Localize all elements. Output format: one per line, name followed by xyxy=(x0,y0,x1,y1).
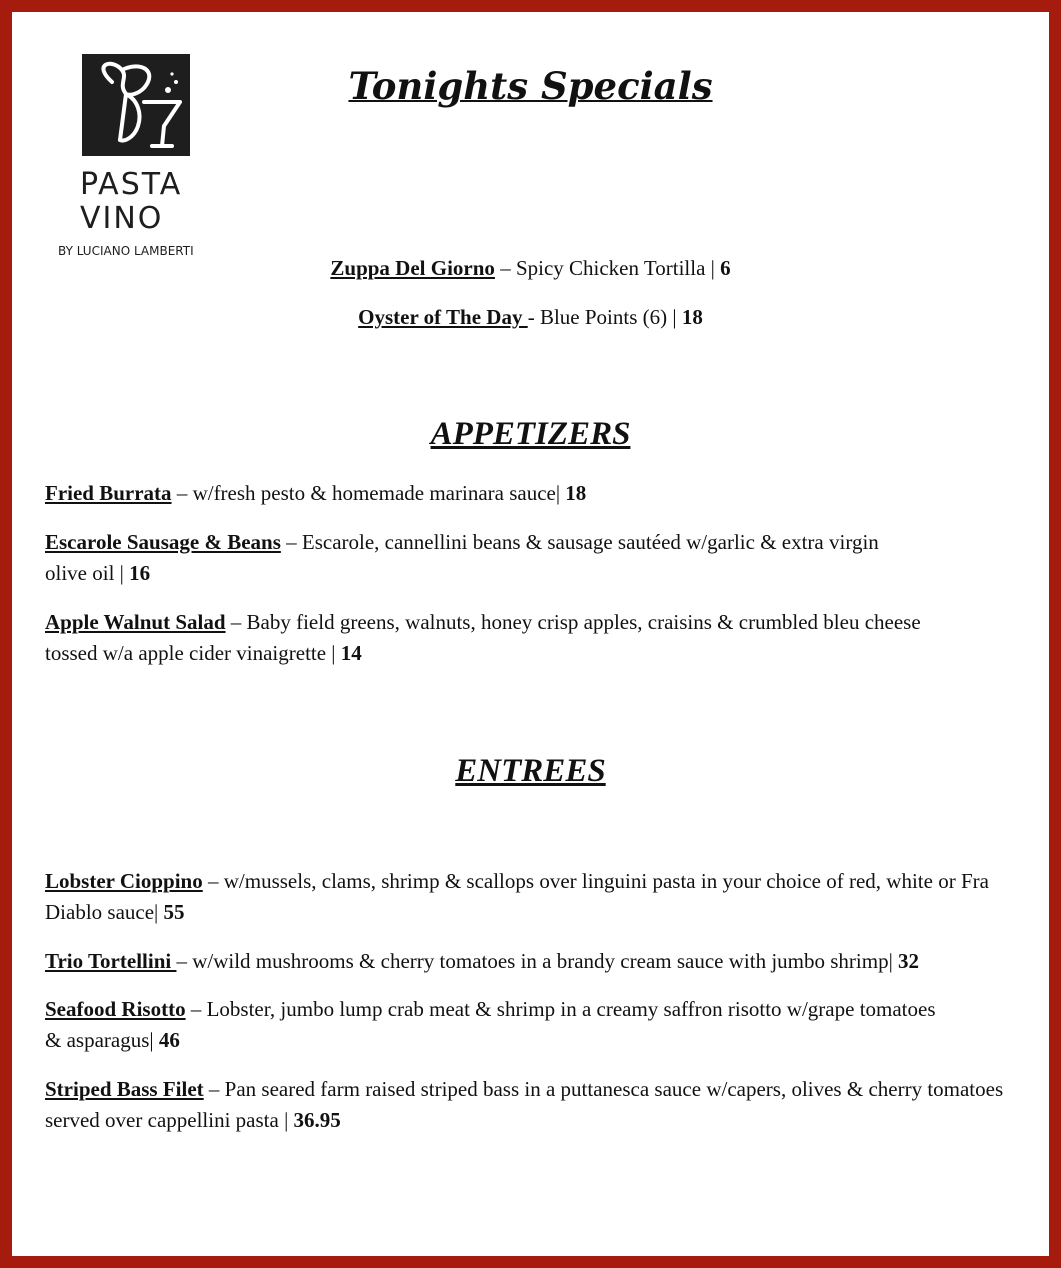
entrees-heading: ENTREES xyxy=(455,753,606,789)
item-desc: – Lobster, jumbo lump crab meat & shrimp in a creamy saffron risotto w/grape tomatoes & asparagus| xyxy=(45,997,936,1052)
item-desc: – w/mussels, clams, shrimp & scallops over linguini pasta in your choice of red, white or Fra Diablo sauce| xyxy=(45,869,989,924)
special-desc: – Spicy Chicken Tortilla | xyxy=(494,256,721,280)
item-desc: – Escarole, cannellini beans & sausage sautéed w/garlic & extra virgin olive oil | xyxy=(45,530,879,585)
special-desc: - Blue Points (6) | xyxy=(527,305,682,329)
appetizers-heading: APPETIZERS xyxy=(430,416,631,452)
entree-item xyxy=(45,866,1031,928)
item-price: 18 xyxy=(565,481,587,505)
item-desc: – Baby field greens, walnuts, honey crisp apples, craisins & crumbled bleu cheese tossed w/a apple cider vinaigrette | xyxy=(45,610,921,665)
item-name: Trio Tortellini xyxy=(45,949,177,973)
special-price: 18 xyxy=(681,305,703,329)
entree-item xyxy=(45,1074,1031,1136)
special-name: Zuppa Del Giorno xyxy=(330,256,495,280)
item-name: Seafood Risotto xyxy=(45,997,186,1021)
appetizer-item xyxy=(45,527,909,589)
item-price: 14 xyxy=(340,641,362,665)
logo-word-pasta: PASTA xyxy=(80,167,183,202)
entree-item xyxy=(45,994,949,1056)
special-name: Oyster of The Day xyxy=(358,305,528,329)
item-name: Striped Bass Filet xyxy=(45,1077,204,1101)
logo-word-vino: VINO xyxy=(80,201,164,236)
item-desc: – w/wild mushrooms & cherry tomatoes in a brandy cream sauce with jumbo shrimp| xyxy=(176,949,899,973)
item-price: 32 xyxy=(898,949,920,973)
item-name: Apple Walnut Salad xyxy=(45,610,226,634)
item-name: Fried Burrata xyxy=(45,481,172,505)
item-name: Lobster Cioppino xyxy=(45,869,203,893)
item-price: 55 xyxy=(163,900,185,924)
appetizer-item xyxy=(45,478,1031,509)
logo-byline: BY LUCIANO LAMBERTI xyxy=(58,244,194,258)
special-soup xyxy=(12,256,1049,281)
special-price: 6 xyxy=(720,256,731,280)
entree-item xyxy=(45,946,1031,977)
special-oyster xyxy=(12,305,1049,330)
item-desc: – Pan seared farm raised striped bass in a puttanesca sauce w/capers, olives & cherry tomatoes served over cappellini pasta | xyxy=(45,1077,1004,1132)
item-name: Escarole Sausage & Beans xyxy=(45,530,281,554)
item-price: 46 xyxy=(158,1028,180,1052)
appetizer-item xyxy=(45,607,953,669)
item-desc: – w/fresh pesto & homemade marinara sauce| xyxy=(171,481,566,505)
item-price: 16 xyxy=(129,561,151,585)
page-title: Tonights Specials xyxy=(348,64,713,108)
item-price: 36.95 xyxy=(293,1108,341,1132)
